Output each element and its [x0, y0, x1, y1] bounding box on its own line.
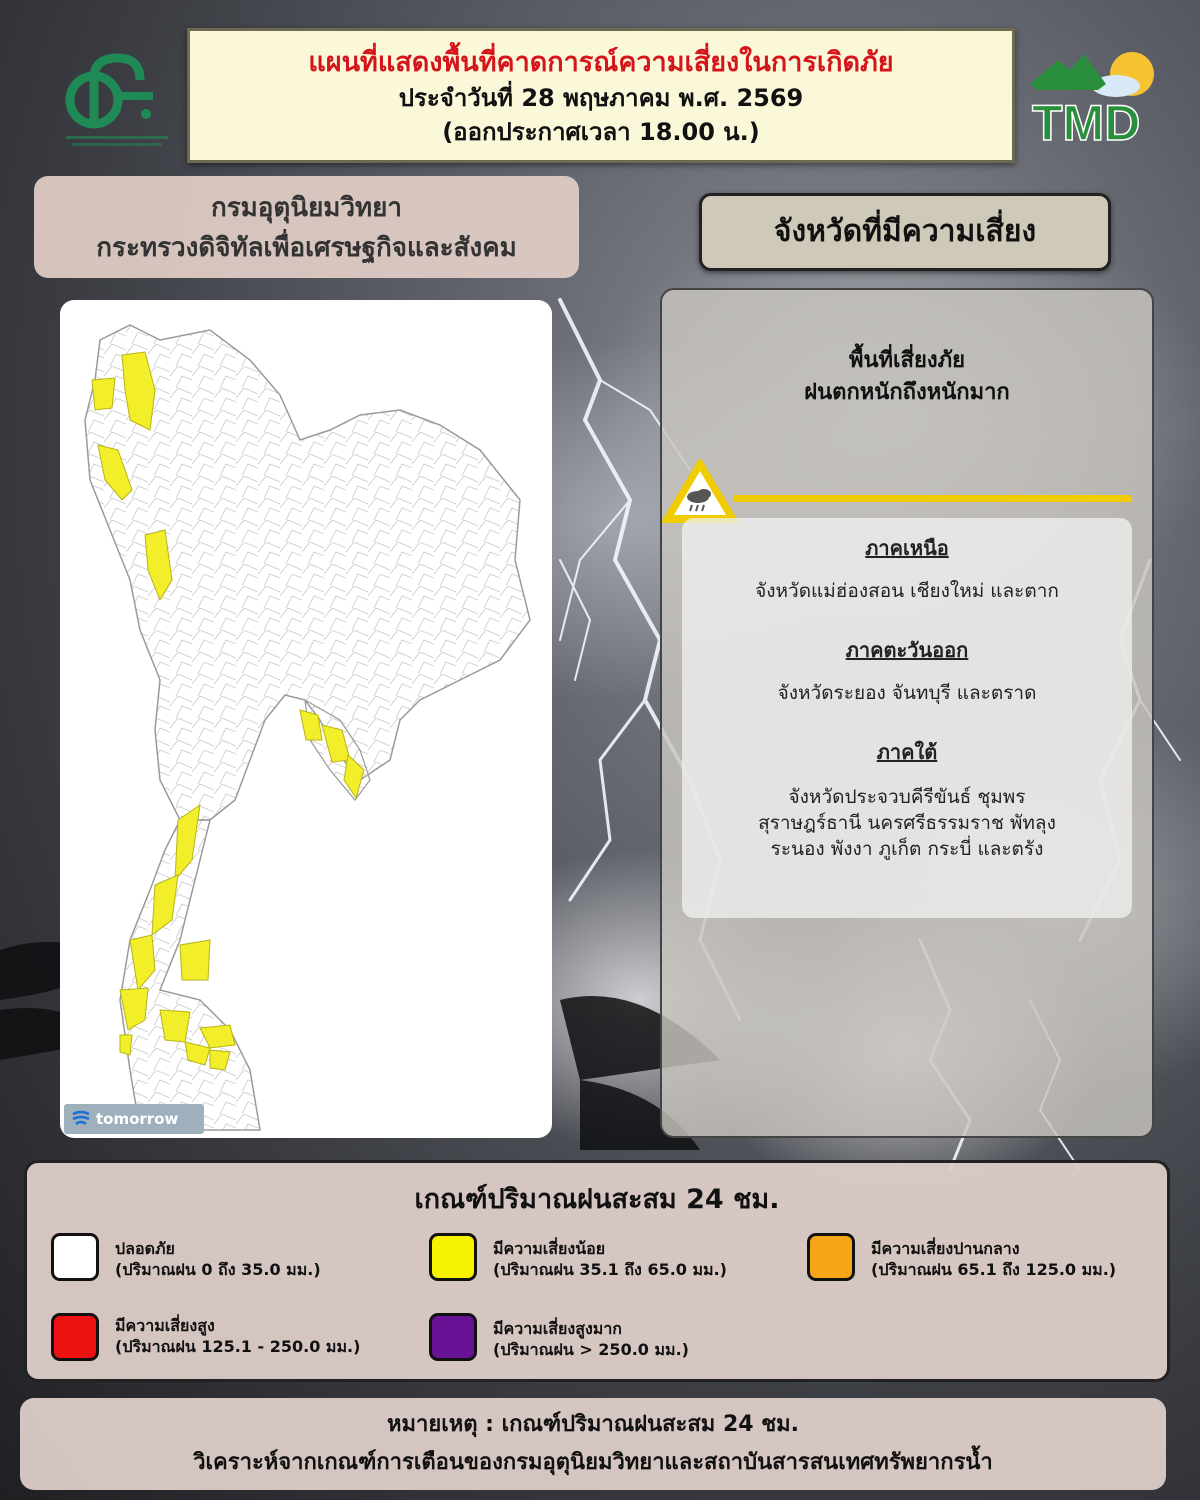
region-north-provinces: จังหวัดแม่ฮ่องสอน เชียงใหม่ และตาก: [755, 580, 1059, 602]
legend-label-safe: ปลอดภัย: [115, 1239, 175, 1258]
risk-provinces-list: [682, 518, 1132, 918]
region-south-title: ภาคใต้: [876, 740, 938, 764]
forecast-date: ประจำวันที่ 28 พฤษภาคม พ.ศ. 2569: [398, 84, 804, 112]
legend-label-very-high: มีความเสี่ยงสูงมาก: [493, 1319, 622, 1338]
legend-range-very-high: (ปริมาณฝน > 250.0 มม.): [493, 1340, 689, 1359]
legend-swatch-very-high: [429, 1313, 477, 1361]
legend-label-medium: มีความเสี่ยงปานกลาง: [871, 1239, 1020, 1258]
legend-item-low: [493, 1238, 727, 1280]
legend-range-medium: (ปริมาณฝน 65.1 ถึง 125.0 มม.): [871, 1260, 1117, 1279]
legend-swatch-high: [51, 1313, 99, 1361]
note-source: วิเคราะห์จากเกณฑ์การเตือนของกรมอุตุนิยมวิทยาและสถาบันสารสนเทศทรัพยากรน้ำ: [193, 1450, 993, 1475]
legend-range-safe: (ปริมาณฝน 0 ถึง 35.0 มม.): [115, 1260, 321, 1279]
tmd-logo-text: TMD: [1032, 95, 1141, 148]
agency-name: กรมอุตุนิยมวิทยา: [210, 193, 403, 223]
legend-swatch-low: [429, 1233, 477, 1281]
region-east-title: ภาคตะวันออก: [845, 638, 969, 662]
legend-label-low: มีความเสี่ยงน้อย: [493, 1239, 606, 1258]
legend-swatch-safe: [51, 1233, 99, 1281]
legend-item-high: [115, 1315, 360, 1357]
title-box: [187, 28, 1015, 163]
legend-swatch-medium: [807, 1233, 855, 1281]
risk-panel: [660, 288, 1154, 1138]
map-title: แผนที่แสดงพื้นที่คาดการณ์ความเสี่ยงในการเกิดภัย: [308, 47, 894, 78]
risk-title-line1: พื้นที่เสี่ยงภัย: [848, 348, 965, 373]
region-east-provinces: จังหวัดระยอง จันทบุรี และตราด: [777, 682, 1037, 704]
map-region-maehongson: [92, 378, 115, 410]
thailand-map-panel: [60, 300, 552, 1138]
legend-item-very-high: [493, 1318, 689, 1360]
region-south-provinces-1: จังหวัดประจวบคีรีขันธ์ ชุมพร: [788, 786, 1026, 808]
agency-box: [34, 176, 579, 278]
legend-range-high: (ปริมาณฝน 125.1 - 250.0 มม.): [115, 1337, 361, 1356]
issue-time: (ออกประกาศเวลา 18.00 น.): [442, 118, 760, 146]
map-region-phuket: [120, 1035, 132, 1055]
rainfall-legend: [24, 1160, 1170, 1382]
tomorrow-label: tomorrow: [96, 1110, 179, 1128]
tomorrow-logo-icon: [71, 1109, 91, 1129]
risk-title-line2: ฝนตกหนักถึงหนักมาก: [804, 380, 1010, 405]
note-box: [20, 1398, 1166, 1490]
legend-item-medium: [871, 1238, 1116, 1280]
risk-provinces-header: จังหวัดที่มีความเสี่ยง: [699, 193, 1111, 271]
tmd-logo: [1028, 40, 1178, 148]
heavy-rain-warning-icon: [660, 457, 740, 525]
risk-title: [662, 345, 1152, 409]
ministry-logo: [58, 48, 176, 156]
map-region-krabi: [160, 1010, 190, 1042]
region-north-title: ภาคเหนือ: [865, 536, 949, 560]
map-region-suratthani: [180, 940, 210, 980]
note-title: หมายเหตุ : เกณฑ์ปริมาณฝนสะสม 24 ชม.: [386, 1412, 800, 1437]
legend-range-low: (ปริมาณฝน 35.1 ถึง 65.0 มม.): [493, 1260, 727, 1279]
region-south-provinces-3: ระนอง พังงา ภูเก็ต กระบี่ และตรัง: [770, 838, 1044, 860]
ministry-name: กระทรวงดิจิทัลเพื่อเศรษฐกิจและสังคม: [96, 233, 517, 263]
legend-title: เกณฑ์ปริมาณฝนสะสม 24 ชม.: [414, 1184, 780, 1215]
legend-item-safe: [115, 1238, 321, 1280]
legend-label-high: มีความเสี่ยงสูง: [115, 1316, 215, 1335]
warning-bar: [734, 495, 1132, 502]
tomorrow-attribution: [64, 1104, 204, 1134]
region-south-provinces-2: สุราษฎร์ธานี นครศรีธรรมราช พัทลุง: [758, 812, 1056, 834]
thailand-map: [60, 300, 552, 1138]
